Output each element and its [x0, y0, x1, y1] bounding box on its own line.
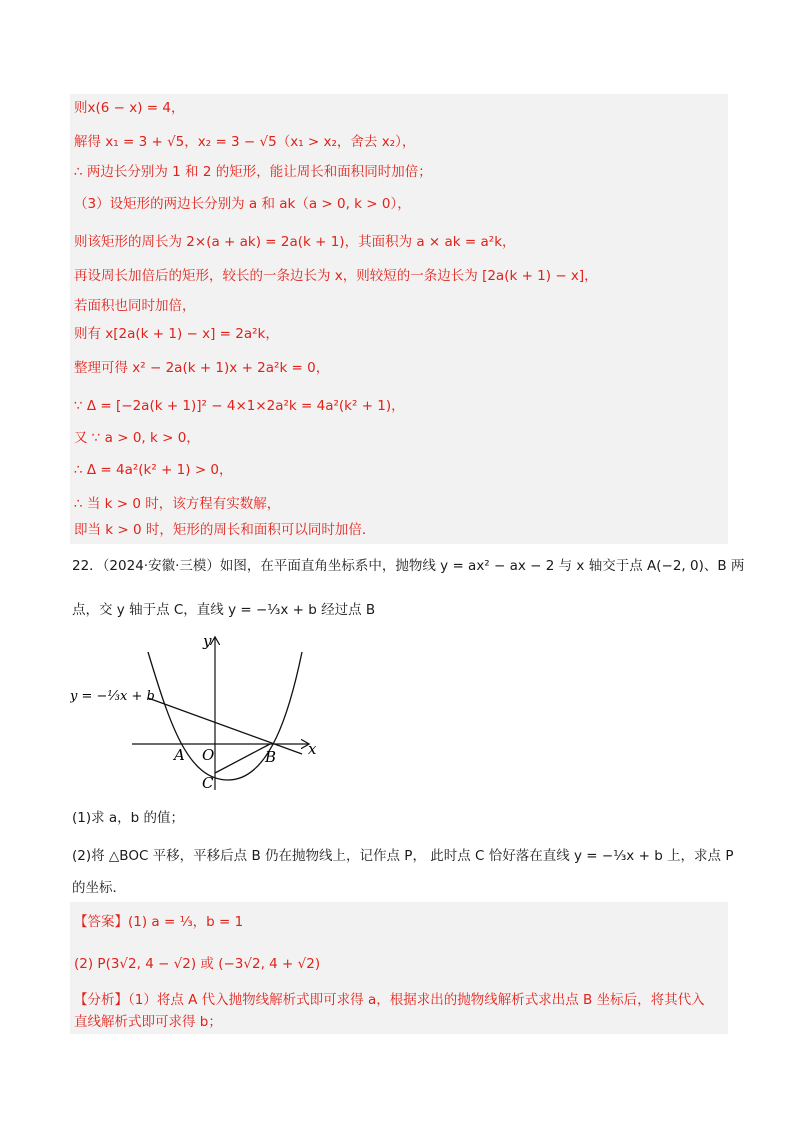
analysis-line: 直线解析式即可求得 b； — [74, 1014, 222, 1030]
question-text: 22．（2024·安徽·三模）如图，在平面直角坐标系中，抛物线 y = ax² − ax − 2 与 x 轴交于点 A(−2, 0)、B 两 — [72, 558, 745, 574]
line-label: y = −⅓x + b — [70, 689, 155, 704]
solution-line: 若面积也同时加倍， — [74, 298, 196, 314]
answer-part-1: (1) a = ⅓，b = 1 — [128, 914, 244, 930]
solution-line: 则x(6 − x) = 4， — [74, 100, 185, 116]
solution-line: （3）设矩形的两边长分别为 a 和 ak（a > 0, k > 0）， — [74, 196, 411, 212]
solution-line: 再设周长加倍后的矩形，较长的一条边长为 x，则较短的一条边长为 [2a(k + 1) − x]， — [74, 268, 598, 284]
solution-line: 解得 x₁ = 3 + √5，x₂ = 3 − √5（x₁ > x₂，舍去 x₂）， — [74, 134, 416, 150]
solution-line: ∵ Δ = [−2a(k + 1)]² − 4×1×2a²k = 4a²(k² + 1)， — [74, 398, 405, 414]
solution-line: ∴ 两边长分别为 1 和 2 的矩形，能让周长和面积同时加倍； — [74, 164, 432, 180]
point-a-label: A — [174, 746, 185, 764]
coordinate-graph — [70, 630, 330, 800]
answer-tag: 【答案】 — [74, 914, 128, 930]
solution-line: ∴ Δ = 4a²(k² + 1) > 0， — [74, 462, 233, 478]
analysis-text: （1）将点 A 代入抛物线解析式即可求得 a，根据求出的抛物线解析式求出点 B 坐标后，将其代入 — [128, 992, 705, 1008]
point-c-label: C — [202, 774, 214, 792]
segment-cb — [215, 744, 270, 773]
question-text: 点，交 y 轴于点 C，直线 y = −⅓x + b 经过点 B — [72, 602, 376, 618]
solution-line: 则该矩形的周长为 2×(a + ak) = 2a(k + 1)，其面积为 a × ak = a²k， — [74, 234, 516, 250]
y-axis-label: y — [203, 632, 212, 650]
question-part-1: (1)求 a，b 的值； — [72, 810, 185, 826]
point-b-label: B — [265, 748, 277, 766]
solution-line: 整理可得 x² − 2a(k + 1)x + 2a²k = 0， — [74, 360, 330, 376]
parabola-curve — [148, 652, 302, 780]
question-part-2-cont: 的坐标． — [72, 880, 126, 896]
point-o-label: O — [202, 746, 215, 764]
solution-line: 又 ∵ a > 0, k > 0， — [74, 430, 200, 446]
x-axis-label: x — [308, 740, 317, 758]
answer-part-2: P(3√2, 4 − √2) 或 (−3√2, 4 + √2) — [97, 956, 321, 972]
analysis-tag: 【分析】 — [74, 992, 128, 1008]
question-part-2: (2)将 △BOC 平移，平移后点 B 仍在抛物线上，记作点 P， 此时点 C 恰好落在直线 y = −⅓x + b 上，求点 P — [72, 848, 734, 864]
answer-line — [74, 912, 243, 932]
analysis-line — [74, 990, 705, 1010]
answer-line — [74, 954, 320, 974]
line-graph — [148, 698, 302, 754]
answer-part-2-prefix: (2) — [74, 956, 98, 972]
solution-line: 则有 x[2a(k + 1) − x] = 2a²k， — [74, 326, 279, 342]
solution-line: ∴ 当 k > 0 时，该方程有实数解， — [74, 496, 281, 512]
solution-line: 即当 k > 0 时，矩形的周长和面积可以同时加倍． — [74, 522, 376, 538]
